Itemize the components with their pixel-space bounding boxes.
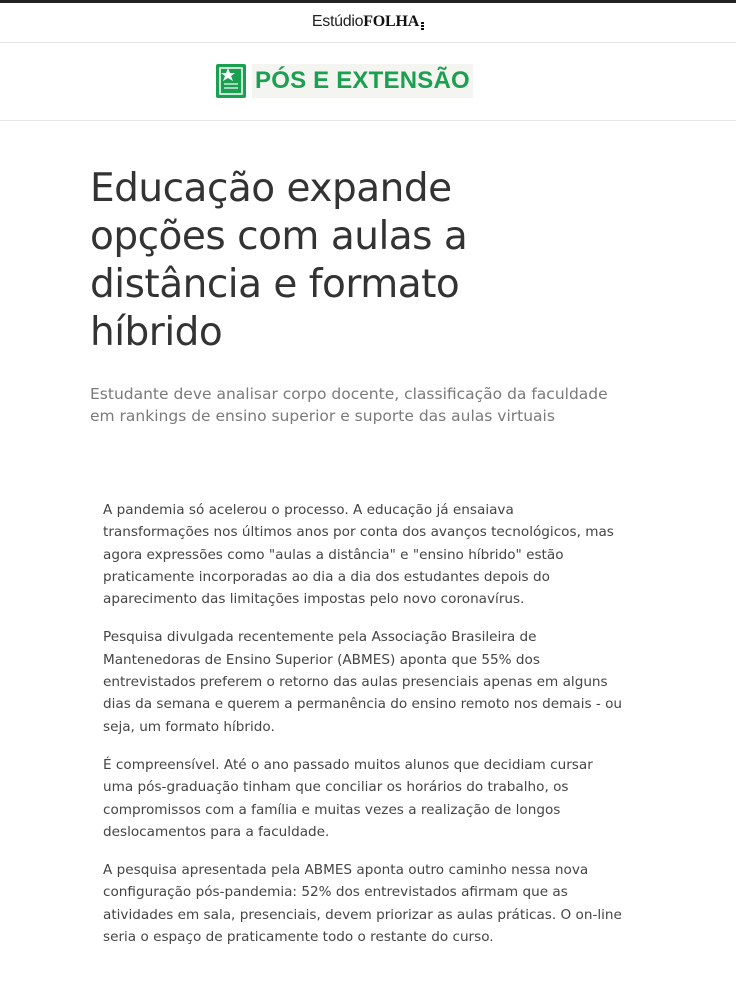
article-headline: Educação expande opções com aulas a distância e formato híbrido — [90, 166, 468, 355]
masthead — [0, 3, 736, 43]
article-paragraph: A pandemia só acelerou o processo. A educação já ensaiava transformações nos últimos anos por conta dos avanços tecnológicos, mas agora expressões como "aulas a distância" e "ensino híbrido" estão praticamente incorporadas ao dia a dia dos estudantes depois do aparecimento das limitações impostas pelo novo coronavírus. — [103, 502, 614, 608]
article-subhead: Estudante deve analisar corpo docente, classificação da faculdade em rankings de ensino superior e suporte das aulas virtuais — [90, 385, 608, 425]
article-paragraph: A pesquisa apresentada pela ABMES aponta outro caminho nessa nova configuração pós-pandemia: 52% dos entrevistados afirmam que as atividades em sala, presenciais, devem priorizar as aulas práticas. O on-line seria o espaço de praticamente todo o restante do curso. — [103, 862, 622, 946]
brand-name: FOLHA — [363, 13, 420, 30]
article-body — [103, 499, 623, 964]
section-bar — [0, 43, 736, 121]
right-edge — [736, 0, 746, 1004]
article-paragraph: Pesquisa divulgada recentemente pela Associação Brasileira de Mantenedoras de Ensino Superior (ABMES) aponta que 55% dos entrevistados preferem o retorno das aulas presenciais apenas em alguns dias da semana e querem a permanência do ensino remoto nos demais - ou seja, um formato híbrido. — [103, 629, 623, 735]
brand-prefix: Estúdio — [311, 13, 364, 30]
section-logo-text: PÓS E EXTENSÃO — [252, 64, 473, 98]
pos-extensao-logo[interactable] — [216, 63, 473, 99]
estudio-folha-logo[interactable] — [312, 13, 424, 32]
folha-dots-icon — [421, 22, 424, 30]
notebook-star-icon — [216, 64, 246, 98]
article-paragraph: É compreensível. Até o ano passado muitos alunos que decidiam cursar uma pós-graduação tinham que conciliar os horários do trabalho, os compromissos com a família e muitas vezes a realização de longos deslocamentos para a faculdade. — [103, 756, 593, 840]
